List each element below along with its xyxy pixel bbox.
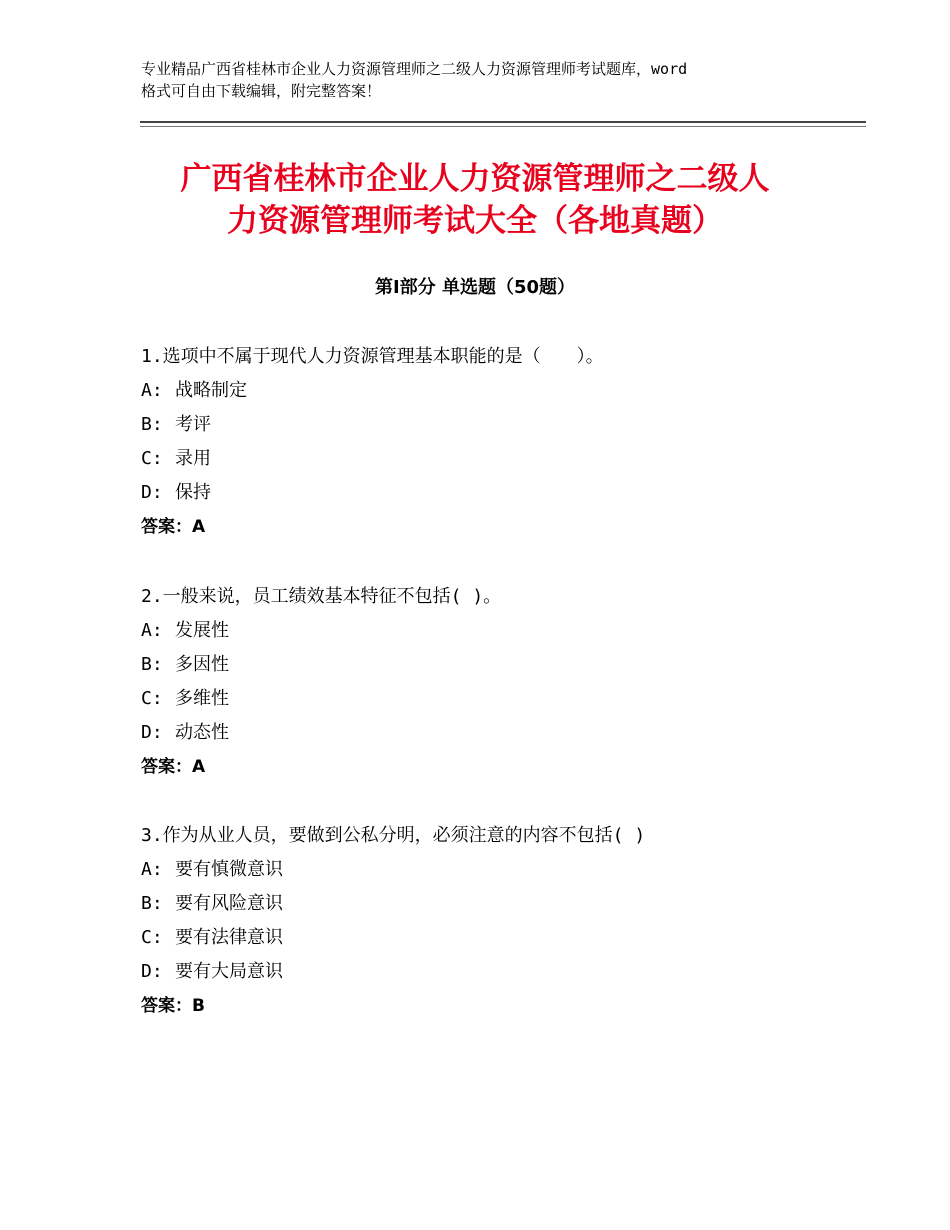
option-c (141, 921, 861, 955)
option-text: 要有风险意识 (175, 893, 283, 914)
question-3 (141, 819, 861, 1023)
answer: 答案：B (141, 996, 205, 1016)
option-a (141, 374, 861, 408)
option-key: B: (141, 893, 163, 914)
document-title-line-2: 力资源管理师考试大全（各地真题） (227, 203, 723, 239)
option-text: 多维性 (175, 688, 229, 709)
option-key: D: (141, 722, 163, 743)
option-key: B: (141, 414, 163, 435)
header-note-line-2: 格式可自由下载编辑，附完整答案！ (141, 82, 382, 100)
option-c (141, 442, 861, 476)
header-note (141, 58, 841, 102)
option-text: 战略制定 (175, 380, 247, 401)
option-key: A: (141, 859, 163, 880)
option-text: 录用 (175, 448, 211, 469)
option-key: D: (141, 482, 163, 503)
question-2 (141, 580, 861, 784)
document-title (120, 158, 830, 242)
section-title: 第Ⅰ部分 单选题（50题） (374, 277, 575, 298)
question-stem: 3.作为从业人员，要做到公私分明，必须注意的内容不包括( ) (141, 825, 646, 846)
question-1 (141, 340, 861, 544)
answer: 答案：A (141, 517, 206, 537)
document-title-line-1: 广西省桂林市企业人力资源管理师之二级人 (180, 161, 770, 197)
option-key: A: (141, 620, 163, 641)
option-b (141, 887, 861, 921)
option-a (141, 853, 861, 887)
option-d (141, 476, 861, 510)
option-d (141, 955, 861, 989)
option-b (141, 408, 861, 442)
option-key: D: (141, 961, 163, 982)
option-d (141, 716, 861, 750)
option-text: 考评 (175, 414, 211, 435)
option-text: 要有大局意识 (175, 961, 283, 982)
option-key: B: (141, 654, 163, 675)
option-text: 发展性 (175, 620, 229, 641)
option-key: A: (141, 380, 163, 401)
option-key: C: (141, 688, 163, 709)
option-text: 保持 (175, 482, 211, 503)
answer: 答案：A (141, 757, 206, 777)
option-c (141, 682, 861, 716)
option-b (141, 648, 861, 682)
header-note-line-1: 专业精品广西省桂林市企业人力资源管理师之二级人力资源管理师考试题库，word (141, 60, 688, 78)
option-text: 要有慎微意识 (175, 859, 283, 880)
option-text: 要有法律意识 (175, 927, 283, 948)
question-stem: 1.选项中不属于现代人力资源管理基本职能的是（ ）。 (141, 346, 604, 367)
header-divider-thin (140, 126, 866, 127)
header-divider-thick (140, 121, 866, 123)
option-key: C: (141, 448, 163, 469)
option-text: 多因性 (175, 654, 229, 675)
question-stem: 2.一般来说，员工绩效基本特征不包括( )。 (141, 586, 502, 607)
option-key: C: (141, 927, 163, 948)
option-text: 动态性 (175, 722, 229, 743)
option-a (141, 614, 861, 648)
